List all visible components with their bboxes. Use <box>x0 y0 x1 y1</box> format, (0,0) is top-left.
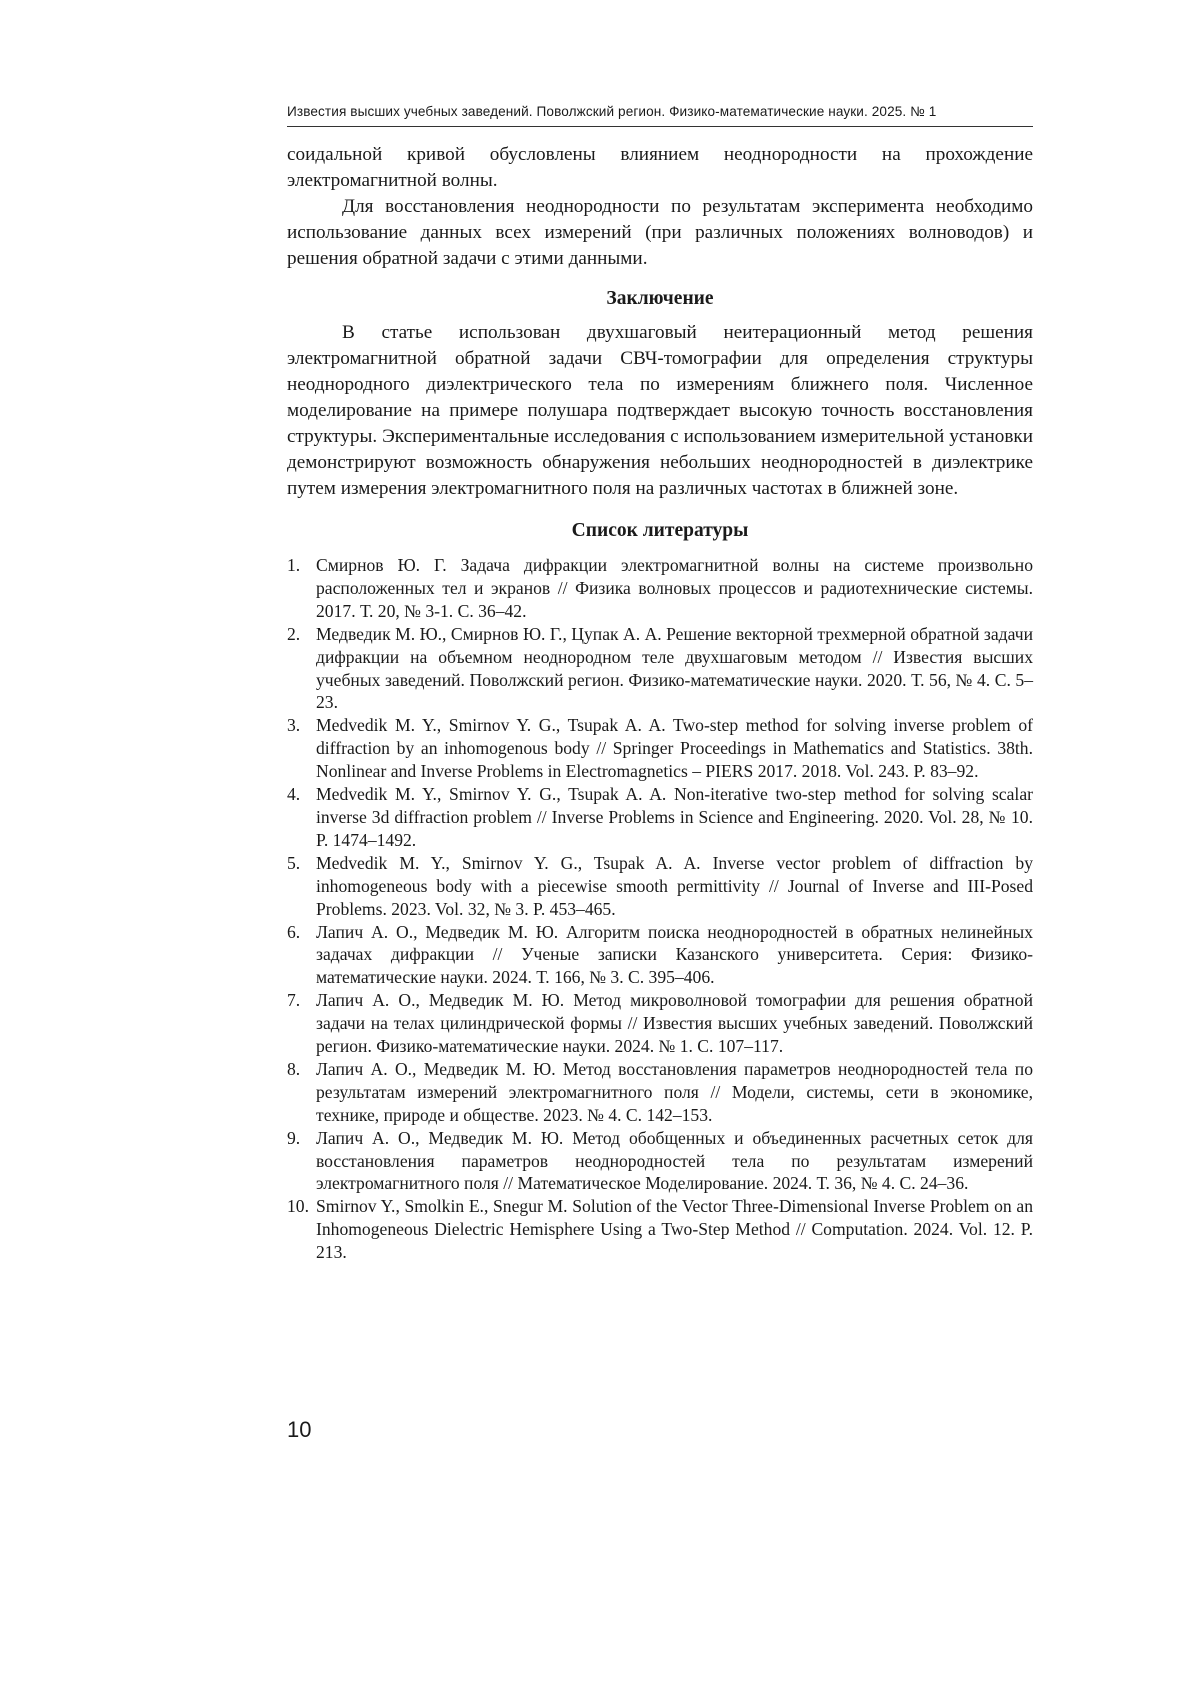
reference-number: 9. <box>287 1127 301 1148</box>
reference-item <box>287 1058 1033 1127</box>
reference-item <box>287 1127 1033 1196</box>
reference-item <box>287 783 1033 852</box>
running-header: Известия высших учебных заведений. Поволжский регион. Физико-математические науки. 2025. № 1 <box>287 104 937 119</box>
reference-item <box>287 1195 1033 1264</box>
reference-text: Smirnov Y., Smolkin E., Snegur M. Solution of the Vector Three-Dimensional Inverse Problem on an Inhomogeneous Dielectric Hemisphere Using a Two-Step Method // Computation. 2024. Vol. 12. P. 213. <box>316 1196 1033 1263</box>
reference-text: Медведик М. Ю., Смирнов Ю. Г., Цупак А. А. Решение векторной трехмерной обратной задачи дифракции на объемном неоднородном теле двухшаговым методом // Известия высших учебных заведений. Поволжский регион. Физико-математические науки. 2020. Т. 56, № 4. С. 5–23. <box>316 623 1033 713</box>
reference-item <box>287 554 1033 623</box>
reference-number: 3. <box>287 715 301 736</box>
reference-text: Лапич А. О., Медведик М. Ю. Алгоритм поиска неоднородностей в обратных нелинейных задачах дифракции // Ученые записки Казанского университета. Серия: Физико-математические науки. 2024. Т. 166, № 3. С. 395–406. <box>316 921 1033 988</box>
reference-item <box>287 623 1033 715</box>
reference-number: 10. <box>287 1196 309 1217</box>
reference-text: Medvedik M. Y., Smirnov Y. G., Tsupak A. A. Inverse vector problem of diffraction by inhomogeneous body with a piecewise smooth permittivity // Journal of Inverse and III-Posed Problems. 2023. Vol. 32, № 3. P. 453–465. <box>316 852 1033 919</box>
reference-item <box>287 921 1033 990</box>
conclusion-heading: Заключение <box>606 288 714 309</box>
journal-page <box>287 0 1033 1698</box>
article-body <box>287 142 1033 1264</box>
reference-item <box>287 714 1033 783</box>
reference-number: 8. <box>287 1058 301 1079</box>
reference-number: 2. <box>287 623 301 644</box>
reference-number: 1. <box>287 555 301 575</box>
reference-text: Medvedik M. Y., Smirnov Y. G., Tsupak A. A. Non-iterative two-step method for solving scalar inverse 3d diffraction problem // Inverse Problems in Science and Engineering. 2020. Vol. 28, № 10. P. 1474–1492. <box>316 784 1033 850</box>
paragraph-continuation: соидальной кривой обусловлены влиянием неоднородности на прохождение электромагнитной волны. <box>287 144 1033 191</box>
reference-text: Medvedik M. Y., Smirnov Y. G., Tsupak A. A. Two-step method for solving inverse problem of diffraction by an inhomogenous body // Springer Proceedings in Mathematics and Statistics. 38th. Nonlinear and Inverse Problems in Electromagnetics – PIERS 2017. 2018. Vol. 243. P. 83–92. <box>316 715 1033 782</box>
references-heading: Список литературы <box>571 520 749 541</box>
reference-text: Лапич А. О., Медведик М. Ю. Метод микроволновой томографии для решения обратной задачи на телах цилиндрической формы // Известия высших учебных заведений. Поволжский регион. Физико-математические науки. 2024. № 1. С. 107–117. <box>316 990 1033 1057</box>
reference-text: Лапич А. О., Медведик М. Ю. Метод восстановления параметров неоднородностей тела по результатам измерений электромагнитного поля // Модели, системы, сети в экономике, технике, природе и обществе. 2023. № 4. С. 142–153. <box>316 1058 1033 1125</box>
reference-number: 4. <box>287 784 301 805</box>
reference-item <box>287 989 1033 1058</box>
page-number: 10 <box>287 1417 312 1442</box>
reference-number: 5. <box>287 852 301 873</box>
reference-text: Лапич А. О., Медведик М. Ю. Метод обобщенных и объединенных расчетных сеток для восстановления параметров неоднородностей тела по результатам измерений электромагнитного поля // Математическое Моделирование. 2024. Т. 36, № 4. С. 24–36. <box>316 1127 1033 1194</box>
paragraph-reconstruction: Для восстановления неоднородности по результатам эксперимента необходимо использование данных всех измерений (при различных положениях волноводов) и решения обратной задачи с этими данными. <box>287 196 1033 269</box>
header-divider <box>287 126 1033 127</box>
reference-text: Смирнов Ю. Г. Задача дифракции электромагнитной волны на системе произвольно расположенных тел и экранов // Физика волновых процессов и радиотехнические системы. 2017. Т. 20, № 3-1. С. 36–42. <box>316 555 1033 621</box>
reference-item <box>287 852 1033 921</box>
references-list <box>287 554 1033 1264</box>
reference-number: 6. <box>287 921 301 942</box>
reference-number: 7. <box>287 990 301 1011</box>
conclusion-paragraph: В статье использован двухшаговый неитерационный метод решения электромагнитной обратной задачи СВЧ-томографии для определения структуры неоднородного диэлектрического тела по измерениям ближнего поля. Численное моделирование на примере полушара подтверждает высокую точность восстановления структуры. Экспериментальные исследования с использованием измерительной установки демонстрируют возможность обнаружения небольших неоднородностей в диэлектрике путем измерения электромагнитного поля на различных частотах в ближней зоне. <box>287 322 1033 499</box>
